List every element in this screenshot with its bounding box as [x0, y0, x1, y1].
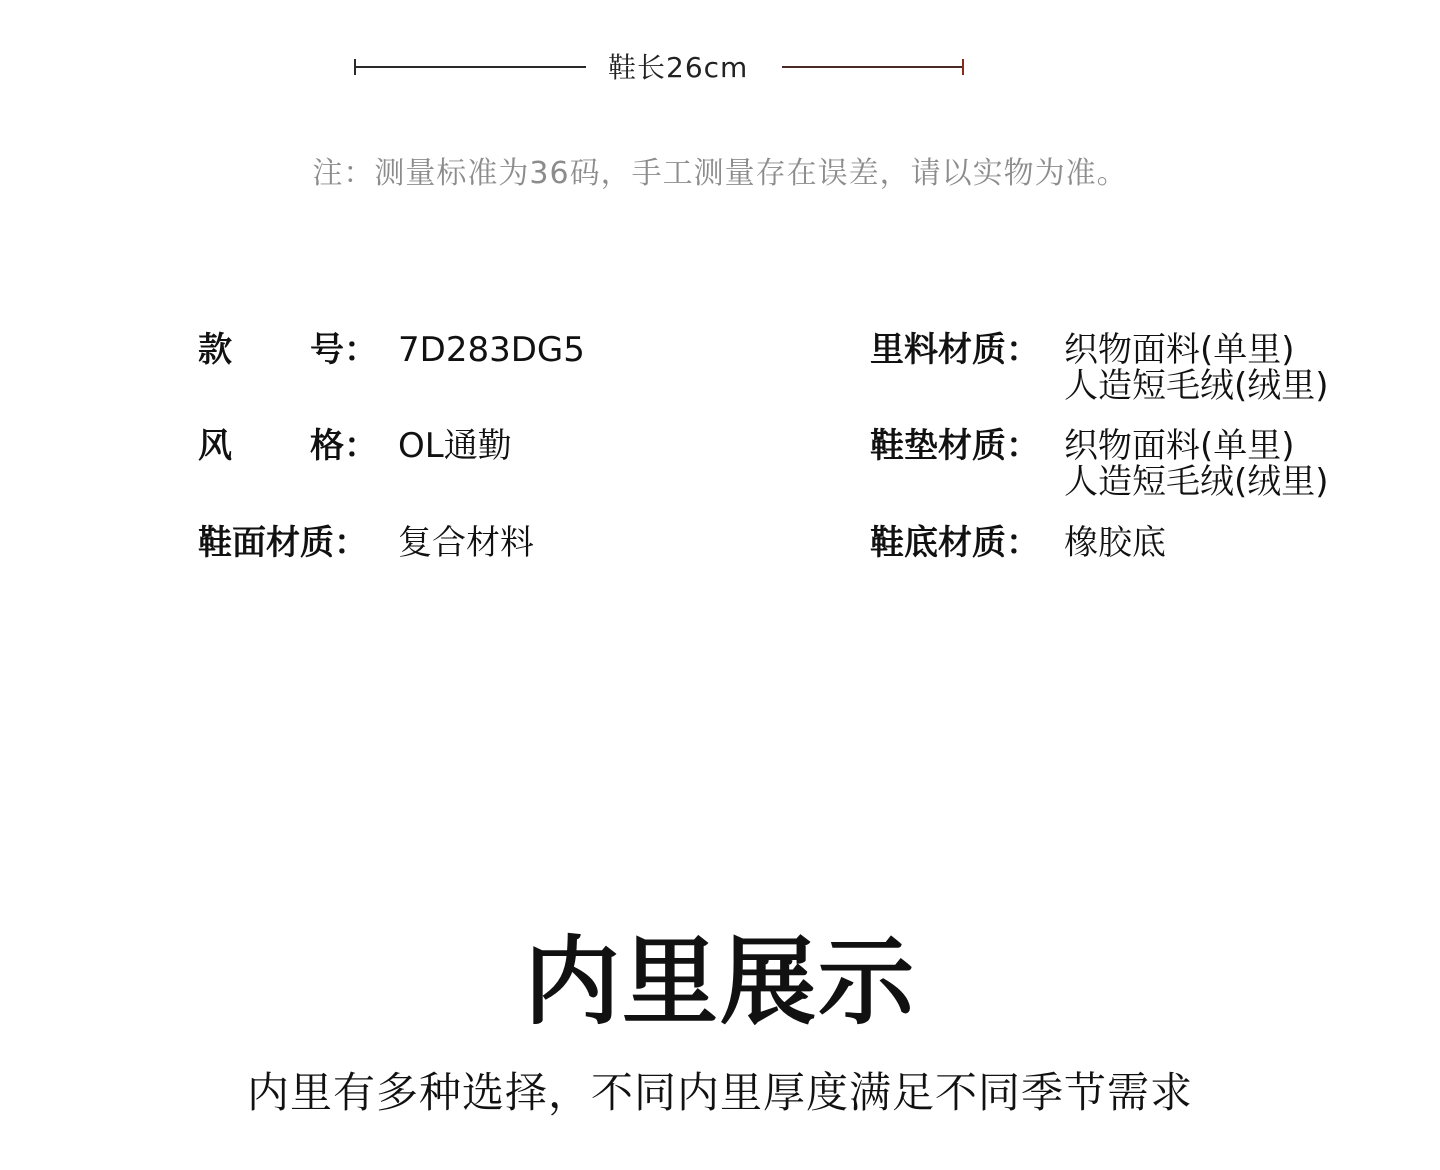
- spec-key: 鞋面材质：: [198, 523, 368, 563]
- spec-value-line: 人造短毛绒(绒里): [1064, 462, 1329, 502]
- spec-key: 里料材质：: [870, 330, 1040, 370]
- spec-key: [198, 428, 378, 464]
- spec-value-line: 人造短毛绒(绒里): [1064, 366, 1329, 406]
- shoe-length-measure: [354, 44, 964, 88]
- spec-key-part: 风: [198, 426, 232, 466]
- spec-key: [198, 332, 378, 368]
- spec-key-part: 款: [198, 330, 232, 370]
- measure-right-line: [782, 66, 964, 68]
- shoe-length-label: 鞋长26cm: [608, 51, 749, 84]
- measure-left-line: [354, 66, 586, 68]
- spec-value: 7D283DG5: [398, 330, 585, 370]
- section-subtitle: 内里有多种选择，不同内里厚度满足不同季节需求: [246, 1068, 1193, 1117]
- spec-value-line: 织物面料(单里): [1064, 330, 1295, 370]
- spec-value: 复合材料: [398, 523, 534, 563]
- spec-value: OL通勤: [398, 426, 512, 466]
- spec-value: [1064, 332, 1329, 404]
- measurement-note: 注：测量标准为36码，手工测量存在误差，请以实物为准。: [312, 156, 1128, 191]
- spec-key: 鞋底材质：: [870, 523, 1040, 563]
- section-title: 内里展示: [524, 926, 916, 1038]
- spec-value-line: 橡胶底: [1064, 523, 1166, 563]
- measure-right-tick: [962, 59, 964, 75]
- spec-key-part: 号：: [310, 330, 378, 370]
- spec-key: 鞋垫材质：: [870, 426, 1040, 466]
- spec-value-line: 织物面料(单里): [1064, 426, 1295, 466]
- spec-value: [1064, 525, 1166, 561]
- spec-key-part: 格：: [310, 426, 378, 466]
- spec-value: [1064, 428, 1329, 500]
